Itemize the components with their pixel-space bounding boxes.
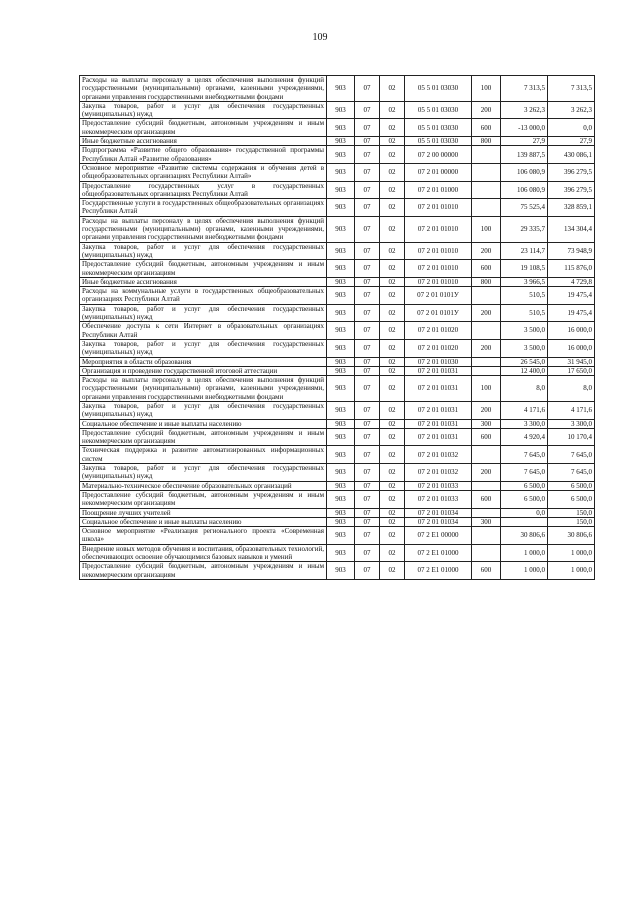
table-row	[80, 527, 595, 545]
target-article-cell: 07 2 E1 01000	[405, 562, 472, 580]
expense-type-cell	[472, 446, 501, 464]
subsection-code-cell: 02	[380, 508, 405, 517]
amount-1-cell: 3 300,0	[501, 419, 548, 428]
amount-2-cell: 3 300,0	[548, 419, 595, 428]
expense-type-cell	[472, 163, 501, 181]
row-name-cell: Закупка товаров, работ и услуг для обеспечения государственных (муниципальных) нужд	[80, 464, 327, 482]
row-name-cell: Расходы на выплаты персоналу в целях обеспечения выполнения функций государственными (муниципальными) органами, казенными учреждениями, органами управления государственными внебюджетными фондами	[80, 376, 327, 402]
amount-2-cell: 8,0	[548, 376, 595, 402]
admin-code-cell: 903	[327, 260, 355, 278]
target-article-cell: 05 5 01 03030	[405, 101, 472, 119]
amount-2-cell: 3 262,3	[548, 101, 595, 119]
target-article-cell: 07 2 00 00000	[405, 146, 472, 164]
admin-code-cell: 903	[327, 401, 355, 419]
subsection-code-cell: 02	[380, 277, 405, 286]
amount-1-cell: 6 500,0	[501, 490, 548, 508]
table-row	[80, 287, 595, 305]
section-code-cell: 07	[355, 137, 380, 146]
expense-type-cell: 600	[472, 260, 501, 278]
amount-1-cell: 7 645,0	[501, 464, 548, 482]
amount-2-cell: 16 000,0	[548, 339, 595, 357]
section-code-cell: 07	[355, 277, 380, 286]
target-article-cell: 07 2 01 01034	[405, 508, 472, 517]
expense-type-cell: 600	[472, 490, 501, 508]
amount-1-cell: 4 920,4	[501, 428, 548, 446]
table-row	[80, 137, 595, 146]
section-code-cell: 07	[355, 119, 380, 137]
row-name-cell: Техническая поддержка и развитие автоматизированных информационных систем	[80, 446, 327, 464]
target-article-cell: 07 2 01 0101У	[405, 304, 472, 322]
amount-1-cell: 106 080,9	[501, 163, 548, 181]
table-row	[80, 242, 595, 260]
section-code-cell: 07	[355, 446, 380, 464]
target-article-cell: 07 2 01 01032	[405, 446, 472, 464]
subsection-code-cell: 02	[380, 137, 405, 146]
row-name-cell: Закупка товаров, работ и услуг для обеспечения государственных (муниципальных) нужд	[80, 101, 327, 119]
section-code-cell: 07	[355, 199, 380, 217]
table-row	[80, 101, 595, 119]
subsection-code-cell: 02	[380, 490, 405, 508]
amount-1-cell: 3 500,0	[501, 339, 548, 357]
target-article-cell: 07 2 01 01010	[405, 242, 472, 260]
admin-code-cell: 903	[327, 446, 355, 464]
subsection-code-cell: 02	[380, 357, 405, 366]
row-name-cell: Организация и проведение государственной итоговой аттестации	[80, 366, 327, 375]
amount-1-cell: 139 887,5	[501, 146, 548, 164]
amount-1-cell	[501, 517, 548, 526]
target-article-cell: 07 2 01 01020	[405, 322, 472, 340]
amount-2-cell: 4 171,6	[548, 401, 595, 419]
table-row	[80, 216, 595, 242]
target-article-cell: 07 2 01 01031	[405, 401, 472, 419]
expense-type-cell: 800	[472, 277, 501, 286]
target-article-cell: 07 2 01 01033	[405, 481, 472, 490]
section-code-cell: 07	[355, 376, 380, 402]
table-row	[80, 428, 595, 446]
admin-code-cell: 903	[327, 242, 355, 260]
amount-1-cell: 106 080,9	[501, 181, 548, 199]
subsection-code-cell: 02	[380, 544, 405, 562]
amount-1-cell: -13 000,0	[501, 119, 548, 137]
row-name-cell: Расходы на коммунальные услуги в государственных общеобразовательных организациях Республики Алтай	[80, 287, 327, 305]
amount-2-cell: 4 729,8	[548, 277, 595, 286]
table-row	[80, 277, 595, 286]
section-code-cell: 07	[355, 464, 380, 482]
row-name-cell: Закупка товаров, работ и услуг для обеспечения государственных (муниципальных) нужд	[80, 339, 327, 357]
section-code-cell: 07	[355, 181, 380, 199]
section-code-cell: 07	[355, 339, 380, 357]
subsection-code-cell: 02	[380, 339, 405, 357]
admin-code-cell: 903	[327, 101, 355, 119]
section-code-cell: 07	[355, 287, 380, 305]
amount-1-cell: 6 500,0	[501, 481, 548, 490]
amount-1-cell: 19 108,5	[501, 260, 548, 278]
amount-2-cell: 10 170,4	[548, 428, 595, 446]
admin-code-cell: 903	[327, 517, 355, 526]
subsection-code-cell: 02	[380, 419, 405, 428]
target-article-cell: 07 2 E1 00000	[405, 527, 472, 545]
row-name-cell: Мероприятия в области образования	[80, 357, 327, 366]
row-name-cell: Предоставление субсидий бюджетным, автономным учреждениям и иным некоммерческим организациям	[80, 260, 327, 278]
section-code-cell: 07	[355, 76, 380, 102]
admin-code-cell: 903	[327, 481, 355, 490]
amount-2-cell: 115 876,0	[548, 260, 595, 278]
expense-type-cell	[472, 527, 501, 545]
amount-2-cell: 16 000,0	[548, 322, 595, 340]
row-name-cell: Закупка товаров, работ и услуг для обеспечения государственных (муниципальных) нужд	[80, 304, 327, 322]
section-code-cell: 07	[355, 163, 380, 181]
row-name-cell: Государственные услуги в государственных общеобразовательных организациях Республики Алтай	[80, 199, 327, 217]
admin-code-cell: 903	[327, 339, 355, 357]
expense-type-cell	[472, 322, 501, 340]
section-code-cell: 07	[355, 562, 380, 580]
expense-type-cell: 200	[472, 242, 501, 260]
amount-1-cell: 7 645,0	[501, 446, 548, 464]
amount-2-cell: 19 475,4	[548, 287, 595, 305]
table-row	[80, 366, 595, 375]
expense-type-cell: 200	[472, 339, 501, 357]
amount-2-cell: 396 279,5	[548, 163, 595, 181]
expense-type-cell: 200	[472, 101, 501, 119]
expense-type-cell: 200	[472, 401, 501, 419]
row-name-cell: Закупка товаров, работ и услуг для обеспечения государственных (муниципальных) нужд	[80, 401, 327, 419]
target-article-cell: 05 5 01 03030	[405, 119, 472, 137]
amount-2-cell: 73 948,9	[548, 242, 595, 260]
subsection-code-cell: 02	[380, 76, 405, 102]
admin-code-cell: 903	[327, 357, 355, 366]
amount-2-cell: 1 000,0	[548, 562, 595, 580]
subsection-code-cell: 02	[380, 322, 405, 340]
section-code-cell: 07	[355, 304, 380, 322]
section-code-cell: 07	[355, 428, 380, 446]
section-code-cell: 07	[355, 490, 380, 508]
admin-code-cell: 903	[327, 366, 355, 375]
subsection-code-cell: 02	[380, 366, 405, 375]
table-row	[80, 260, 595, 278]
subsection-code-cell: 02	[380, 199, 405, 217]
section-code-cell: 07	[355, 322, 380, 340]
target-article-cell: 07 2 01 0101У	[405, 287, 472, 305]
subsection-code-cell: 02	[380, 119, 405, 137]
table-row	[80, 76, 595, 102]
admin-code-cell: 903	[327, 464, 355, 482]
amount-1-cell: 3 500,0	[501, 322, 548, 340]
amount-1-cell: 75 525,4	[501, 199, 548, 217]
admin-code-cell: 903	[327, 287, 355, 305]
target-article-cell: 07 2 01 01020	[405, 339, 472, 357]
amount-2-cell: 17 650,0	[548, 366, 595, 375]
amount-1-cell: 12 400,0	[501, 366, 548, 375]
amount-1-cell: 4 171,6	[501, 401, 548, 419]
subsection-code-cell: 02	[380, 287, 405, 305]
table-row	[80, 357, 595, 366]
amount-1-cell: 510,5	[501, 287, 548, 305]
row-name-cell: Обеспечение доступа к сети Интернет в образовательных организациях Республики Алтай	[80, 322, 327, 340]
subsection-code-cell: 02	[380, 216, 405, 242]
section-code-cell: 07	[355, 242, 380, 260]
row-name-cell: Предоставление субсидий бюджетным, автономным учреждениям и иным некоммерческим организациям	[80, 562, 327, 580]
amount-2-cell: 30 806,6	[548, 527, 595, 545]
target-article-cell: 05 5 01 03030	[405, 137, 472, 146]
target-article-cell: 07 2 01 01031	[405, 419, 472, 428]
row-name-cell: Предоставление субсидий бюджетным, автономным учреждениям и иным некоммерческим организациям	[80, 428, 327, 446]
amount-1-cell: 30 806,6	[501, 527, 548, 545]
amount-2-cell: 430 086,1	[548, 146, 595, 164]
target-article-cell: 07 2 01 01031	[405, 376, 472, 402]
amount-2-cell: 7 645,0	[548, 446, 595, 464]
expense-type-cell: 100	[472, 76, 501, 102]
section-code-cell: 07	[355, 517, 380, 526]
table-row	[80, 419, 595, 428]
amount-2-cell: 0,0	[548, 119, 595, 137]
target-article-cell: 07 2 01 01034	[405, 517, 472, 526]
expense-type-cell: 600	[472, 428, 501, 446]
table-row	[80, 199, 595, 217]
table-row	[80, 401, 595, 419]
expense-type-cell	[472, 357, 501, 366]
admin-code-cell: 903	[327, 76, 355, 102]
admin-code-cell: 903	[327, 322, 355, 340]
amount-1-cell: 3 262,3	[501, 101, 548, 119]
expense-type-cell	[472, 181, 501, 199]
table-row	[80, 119, 595, 137]
row-name-cell: Материально-техническое обеспечение образовательных организаций	[80, 481, 327, 490]
admin-code-cell: 903	[327, 419, 355, 428]
admin-code-cell: 903	[327, 199, 355, 217]
target-article-cell: 07 2 01 01033	[405, 490, 472, 508]
admin-code-cell: 903	[327, 490, 355, 508]
row-name-cell: Подпрограмма «Развитие общего образования» государственной программы Республики Алтай «Развитие образования»	[80, 146, 327, 164]
budget-table-body	[80, 76, 595, 580]
amount-1-cell: 27,9	[501, 137, 548, 146]
subsection-code-cell: 02	[380, 527, 405, 545]
admin-code-cell: 903	[327, 508, 355, 517]
amount-2-cell: 19 475,4	[548, 304, 595, 322]
table-row	[80, 544, 595, 562]
table-row	[80, 376, 595, 402]
expense-type-cell: 100	[472, 216, 501, 242]
row-name-cell: Расходы на выплаты персоналу в целях обеспечения выполнения функций государственными (муниципальными) органами, казенными учреждениями, органами управления государственными внебюджетными фондами	[80, 76, 327, 102]
amount-1-cell: 510,5	[501, 304, 548, 322]
table-row	[80, 446, 595, 464]
table-row	[80, 181, 595, 199]
target-article-cell: 07 2 E1 01000	[405, 544, 472, 562]
amount-2-cell: 1 000,0	[548, 544, 595, 562]
section-code-cell: 07	[355, 146, 380, 164]
table-row	[80, 508, 595, 517]
row-name-cell: Иные бюджетные ассигнования	[80, 137, 327, 146]
target-article-cell: 07 2 01 01031	[405, 428, 472, 446]
table-row	[80, 339, 595, 357]
table-row	[80, 490, 595, 508]
amount-2-cell: 31 945,0	[548, 357, 595, 366]
subsection-code-cell: 02	[380, 562, 405, 580]
admin-code-cell: 903	[327, 216, 355, 242]
expense-type-cell: 800	[472, 137, 501, 146]
row-name-cell: Предоставление государственных услуг в государственных общеобразовательных организациях Республики Алтай	[80, 181, 327, 199]
row-name-cell: Внедрение новых методов обучения и воспитания, образовательных технологий, обеспечивающих освоение обучающимися базовых навыков и умений	[80, 544, 327, 562]
amount-2-cell: 150,0	[548, 517, 595, 526]
admin-code-cell: 903	[327, 181, 355, 199]
section-code-cell: 07	[355, 544, 380, 562]
amount-2-cell: 150,0	[548, 508, 595, 517]
table-row	[80, 322, 595, 340]
section-code-cell: 07	[355, 366, 380, 375]
admin-code-cell: 903	[327, 428, 355, 446]
admin-code-cell: 903	[327, 277, 355, 286]
expense-type-cell	[472, 366, 501, 375]
subsection-code-cell: 02	[380, 376, 405, 402]
expense-type-cell	[472, 481, 501, 490]
table-row	[80, 304, 595, 322]
expense-type-cell: 100	[472, 376, 501, 402]
row-name-cell: Предоставление субсидий бюджетным, автономным учреждениям и иным некоммерческим организациям	[80, 119, 327, 137]
page-number: 109	[312, 32, 328, 43]
row-name-cell: Основное мероприятие «Развитие системы содержания и обучения детей в общеобразовательных организациях Республики Алтай»	[80, 163, 327, 181]
target-article-cell: 05 5 01 03030	[405, 76, 472, 102]
amount-2-cell: 27,9	[548, 137, 595, 146]
row-name-cell: Предоставление субсидий бюджетным, автономным учреждениям и иным некоммерческим организациям	[80, 490, 327, 508]
admin-code-cell: 903	[327, 527, 355, 545]
section-code-cell: 07	[355, 260, 380, 278]
admin-code-cell: 903	[327, 544, 355, 562]
target-article-cell: 07 2 01 00000	[405, 163, 472, 181]
section-code-cell: 07	[355, 481, 380, 490]
section-code-cell: 07	[355, 401, 380, 419]
admin-code-cell: 903	[327, 137, 355, 146]
table-row	[80, 517, 595, 526]
target-article-cell: 07 2 01 01010	[405, 199, 472, 217]
expense-type-cell: 200	[472, 304, 501, 322]
amount-1-cell: 29 335,7	[501, 216, 548, 242]
subsection-code-cell: 02	[380, 260, 405, 278]
section-code-cell: 07	[355, 508, 380, 517]
target-article-cell: 07 2 01 01010	[405, 260, 472, 278]
target-article-cell: 07 2 01 01032	[405, 464, 472, 482]
row-name-cell: Основное мероприятие «Реализация регионального проекта «Современная школа»	[80, 527, 327, 545]
admin-code-cell: 903	[327, 562, 355, 580]
amount-2-cell: 134 304,4	[548, 216, 595, 242]
subsection-code-cell: 02	[380, 304, 405, 322]
subsection-code-cell: 02	[380, 428, 405, 446]
table-row	[80, 163, 595, 181]
row-name-cell: Социальное обеспечение и иные выплаты населению	[80, 517, 327, 526]
amount-1-cell: 7 313,5	[501, 76, 548, 102]
subsection-code-cell: 02	[380, 242, 405, 260]
table-row	[80, 146, 595, 164]
admin-code-cell: 903	[327, 376, 355, 402]
amount-1-cell: 1 000,0	[501, 562, 548, 580]
row-name-cell: Иные бюджетные ассигнования	[80, 277, 327, 286]
expense-type-cell: 300	[472, 419, 501, 428]
subsection-code-cell: 02	[380, 181, 405, 199]
subsection-code-cell: 02	[380, 446, 405, 464]
admin-code-cell: 903	[327, 119, 355, 137]
target-article-cell: 07 2 01 01010	[405, 277, 472, 286]
table-row	[80, 562, 595, 580]
subsection-code-cell: 02	[380, 517, 405, 526]
subsection-code-cell: 02	[380, 163, 405, 181]
amount-2-cell: 7 645,0	[548, 464, 595, 482]
amount-1-cell: 0,0	[501, 508, 548, 517]
expense-type-cell	[472, 146, 501, 164]
amount-2-cell: 6 500,0	[548, 490, 595, 508]
expense-type-cell	[472, 508, 501, 517]
subsection-code-cell: 02	[380, 401, 405, 419]
amount-2-cell: 396 279,5	[548, 181, 595, 199]
section-code-cell: 07	[355, 357, 380, 366]
subsection-code-cell: 02	[380, 101, 405, 119]
row-name-cell: Поощрение лучших учителей	[80, 508, 327, 517]
section-code-cell: 07	[355, 527, 380, 545]
row-name-cell: Социальное обеспечение и иные выплаты населению	[80, 419, 327, 428]
section-code-cell: 07	[355, 216, 380, 242]
amount-1-cell: 23 114,7	[501, 242, 548, 260]
amount-1-cell: 26 545,0	[501, 357, 548, 366]
amount-1-cell: 1 000,0	[501, 544, 548, 562]
admin-code-cell: 903	[327, 163, 355, 181]
amount-2-cell: 7 313,5	[548, 76, 595, 102]
expense-type-cell: 600	[472, 119, 501, 137]
section-code-cell: 07	[355, 101, 380, 119]
expense-type-cell	[472, 287, 501, 305]
admin-code-cell: 903	[327, 146, 355, 164]
amount-1-cell: 8,0	[501, 376, 548, 402]
expense-type-cell	[472, 544, 501, 562]
table-row	[80, 481, 595, 490]
row-name-cell: Расходы на выплаты персоналу в целях обеспечения выполнения функций государственными (муниципальными) органами, казенными учреждениями, органами управления государственными внебюджетными фондами	[80, 216, 327, 242]
subsection-code-cell: 02	[380, 464, 405, 482]
expense-type-cell: 600	[472, 562, 501, 580]
admin-code-cell: 903	[327, 304, 355, 322]
expense-type-cell	[472, 199, 501, 217]
target-article-cell: 07 2 01 01010	[405, 216, 472, 242]
amount-2-cell: 6 500,0	[548, 481, 595, 490]
target-article-cell: 07 2 01 01031	[405, 366, 472, 375]
amount-2-cell: 328 859,1	[548, 199, 595, 217]
subsection-code-cell: 02	[380, 146, 405, 164]
amount-1-cell: 3 966,5	[501, 277, 548, 286]
expense-type-cell: 200	[472, 464, 501, 482]
budget-table	[79, 75, 595, 580]
target-article-cell: 07 2 01 01030	[405, 357, 472, 366]
target-article-cell: 07 2 01 01000	[405, 181, 472, 199]
section-code-cell: 07	[355, 419, 380, 428]
row-name-cell: Закупка товаров, работ и услуг для обеспечения государственных (муниципальных) нужд	[80, 242, 327, 260]
subsection-code-cell: 02	[380, 481, 405, 490]
expense-type-cell: 300	[472, 517, 501, 526]
table-row	[80, 464, 595, 482]
